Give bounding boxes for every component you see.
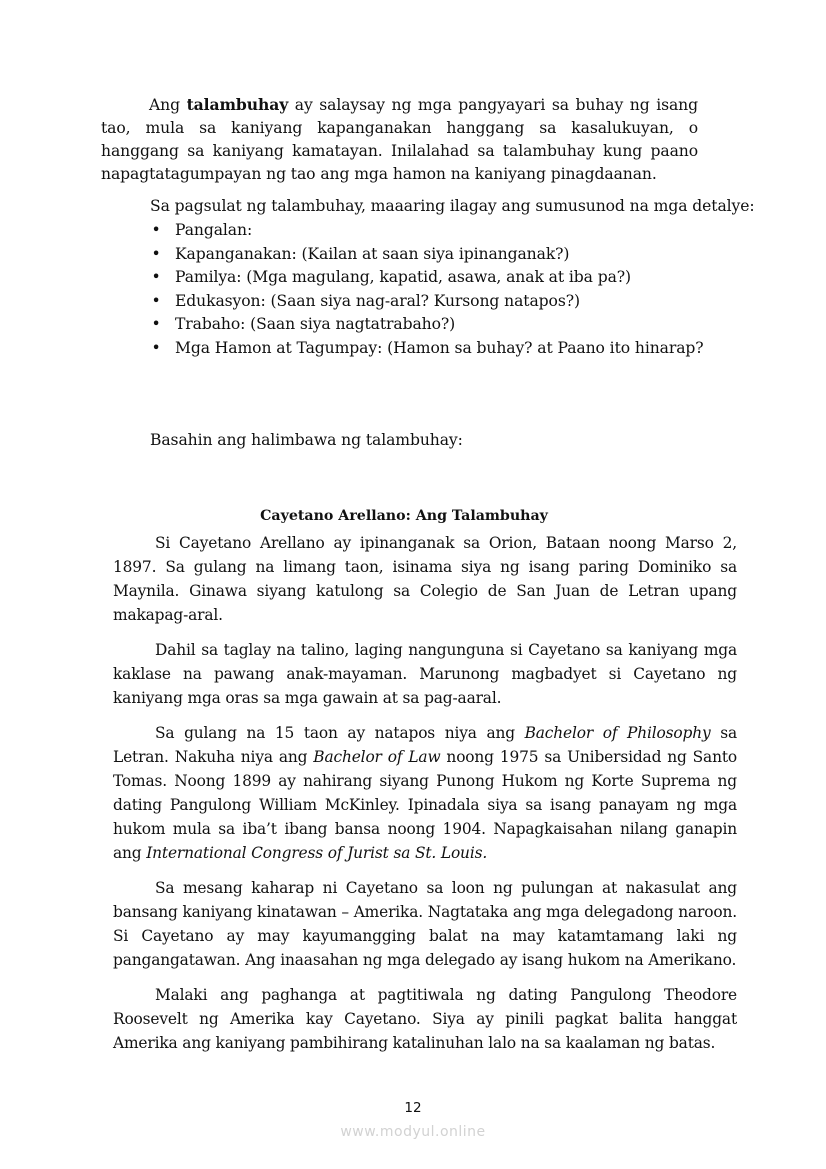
details-list-item: [150, 266, 757, 290]
biography-title: Cayetano Arellano: Ang Talambuhay: [260, 508, 548, 524]
bullet-icon: •: [151, 315, 161, 333]
details-list-item: [150, 337, 757, 361]
intro-lead: Ang: [149, 96, 187, 114]
paragraph-text: Sa mesang kaharap ni Cayetano sa loon ng pulungan at nakasulat ang bansang kaniyang kinatawan – Amerika. Nagtataka ang mga delegadong naroon. Si Cayetano ay may kayumangging balat na may katamtamang laki ng pangangatawan. Ang inaasahan ng mga delegado ay isang hukom na Amerikano.: [113, 879, 737, 969]
biography-paragraph-5: [113, 983, 737, 1055]
paragraph-text: Dahil sa taglay na talino, laging nangunguna si Cayetano sa kaniyang mga kaklase na pawang anak-mayaman. Marunong magbadyet si Cayetano ng kaniyang mga oras sa mga gawain at sa pag-aaral.: [113, 641, 737, 707]
watermark: www.modyul.online: [340, 1124, 486, 1140]
biography-paragraph-4: [113, 876, 737, 972]
details-list-item: [150, 219, 757, 243]
paragraph-text: sa Letran. Nakuha niya ang: [113, 724, 737, 766]
bullet-icon: •: [151, 291, 161, 310]
bullet-icon: •: [151, 244, 161, 263]
details-list: [150, 219, 757, 360]
details-item-text: Pamilya: (Mga magulang, kapatid, asawa, anak at iba pa?): [175, 268, 632, 286]
italic-term: International Congress of Jurist sa St. Louis.: [146, 844, 488, 862]
bullet-icon: •: [151, 221, 161, 239]
details-section: [150, 195, 757, 360]
italic-term: Bachelor of Law: [313, 748, 441, 766]
page-number: 12: [404, 1100, 422, 1116]
reading-instruction: Basahin ang halimbawa ng talambuhay:: [150, 431, 463, 449]
details-item-text: Pangalan:: [175, 221, 253, 239]
paragraph-text: noong 1975 sa Unibersidad ng Santo Tomas. Noong 1899 ay nahirang siyang Punong Hukom ng Korte Suprema ng dating Pangulong William McKinley. Ipinadala siya sa isang panayam ng mga hukom mula sa iba’t ibang bansa noong 1904. Napagkaisahan nilang ganapin ang: [113, 748, 737, 862]
bullet-icon: •: [151, 338, 161, 357]
intro-paragraph: [101, 93, 698, 186]
details-item-text: Edukasyon: (Saan siya nag-aral? Kursong natapos?): [175, 291, 580, 310]
details-list-item: [150, 243, 757, 267]
details-lead: Sa pagsulat ng talambuhay, maaaring ilagay ang sumusunod na mga detalye:: [150, 197, 755, 215]
intro-rest: ay salaysay ng mga pangyayari sa buhay ng isang tao, mula sa kaniyang kapanganakan hanggang sa kasalukuyan, o hanggang sa kaniyang kamatayan. Inilalahad sa talambuhay kung paano napagtatagumpayan ng tao ang mga hamon na kaniyang pinagdaanan.: [101, 96, 699, 183]
paragraph-text: Si Cayetano Arellano ay ipinanganak sa Orion, Bataan noong Marso 2, 1897. Sa gulang na limang taon, isinama siya ng isang paring Dominiko sa Maynila. Ginawa siyang katulong sa Colegio de San Juan de Letran upang makapag-aral.: [113, 534, 737, 624]
biography-paragraph-1: [113, 531, 737, 627]
details-item-text: Kapanganakan: (Kailan at saan siya ipinanganak?): [175, 244, 570, 263]
italic-term: Bachelor of Philosophy: [524, 724, 711, 742]
details-list-item: [150, 290, 757, 314]
biography-paragraph-2: [113, 638, 737, 710]
details-item-text: Mga Hamon at Tagumpay: (Hamon sa buhay? at Paano ito hinarap?: [175, 338, 704, 357]
biography-body: [113, 531, 737, 1066]
paragraph-text: Malaki ang paghanga at pagtitiwala ng dating Pangulong Theodore Roosevelt ng Amerika kay Cayetano. Siya ay pinili pagkat balita hanggat Amerika ang kaniyang pambihirang katalinuhan lalo na sa kaalaman ng batas.: [113, 986, 737, 1052]
paragraph-text: Sa gulang na 15 taon ay natapos niya ang: [155, 724, 525, 742]
bullet-icon: •: [151, 268, 161, 286]
details-list-item: [150, 313, 757, 337]
details-item-text: Trabaho: (Saan siya nagtatrabaho?): [175, 315, 456, 333]
biography-paragraph-3: [113, 721, 737, 865]
intro-term: talambuhay: [186, 95, 289, 114]
